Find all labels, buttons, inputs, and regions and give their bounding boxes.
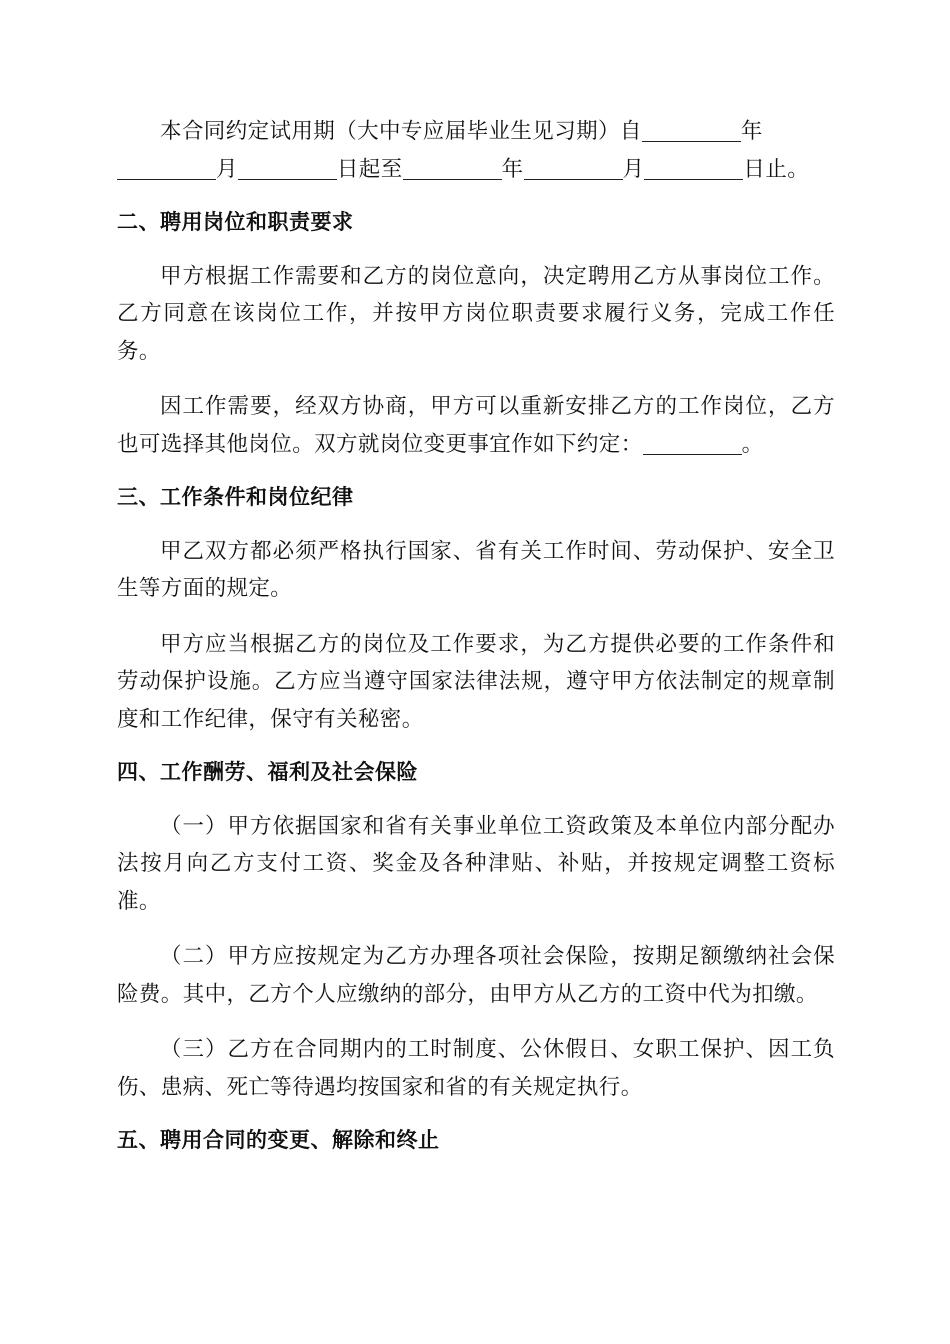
blank-year-2: [403, 157, 502, 180]
label-year-2: 年: [501, 156, 524, 182]
section-2-paragraph-2-text: 因工作需要，经双方协商，甲方可以重新安排乙方的工作岗位，乙方也可选择其他岗位。双方就岗位变更事宜作如下约定：: [117, 394, 835, 457]
section-3-heading: 三、工作条件和岗位纪律: [117, 485, 354, 509]
section-4-item-2: （二）甲方应按规定为乙方办理各项社会保险，按期足额缴纳社会保险费。其中，乙方个人应缴纳的部分，由甲方从乙方的工资中代为扣缴。: [117, 944, 835, 1007]
trial-period-intro: 本合同约定试用期（大中专应届毕业生见习期）自: [160, 119, 642, 144]
blank-day-2: [644, 157, 743, 180]
section-3-paragraph-2: 甲方应当根据乙方的岗位及工作要求，为乙方提供必要的工作条件和劳动保护设施。乙方应当遵守国家法律法规，遵守甲方依法制定的规章制度和工作纪律，保守有关秘密。: [117, 631, 835, 732]
contract-page: [117, 113, 835, 1160]
section-4-item-3: （三）乙方在合同期内的工时制度、公休假日、女职工保护、因工负伤、患病、死亡等待遇均按国家和省的有关规定执行。: [117, 1037, 835, 1100]
label-year-1: 年: [740, 119, 763, 144]
blank-post-change: [643, 432, 742, 455]
section-3-paragraph-1: 甲乙双方都必须严格执行国家、省有关工作时间、劳动保护、安全卫生等方面的规定。: [117, 538, 835, 601]
trial-period-date-line: [117, 157, 809, 182]
blank-day-1: [238, 157, 337, 180]
section-4-item-1: （一）甲方依据国家和省有关事业单位工资政策及本单位内部分配办法按月向乙方支付工资、奖金及各种津贴、补贴，并按规定调整工资标准。: [117, 813, 835, 914]
section-2-heading: 二、聘用岗位和职责要求: [117, 210, 354, 234]
section-2-paragraph-1: 甲方根据工作需要和乙方的岗位意向，决定聘用乙方从事岗位工作。乙方同意在该岗位工作，并按甲方岗位职责要求履行义务，完成工作任务。: [117, 263, 835, 364]
section-2-paragraph-2: [117, 388, 835, 463]
label-month-2: 月: [622, 156, 645, 182]
label-day-end: 日止。: [743, 156, 810, 182]
section-4-heading: 四、工作酬劳、福利及社会保险: [117, 760, 418, 784]
trial-period-paragraph: [117, 113, 835, 188]
blank-month-1: [117, 157, 216, 180]
label-month-1: 月: [216, 156, 238, 182]
section-5-heading: 五、聘用合同的变更、解除和终止: [117, 1128, 440, 1152]
blank-year-1: [642, 119, 741, 142]
section-2-paragraph-2-end: 。: [741, 431, 764, 457]
label-day-from: 日起至: [336, 156, 403, 182]
blank-month-2: [524, 157, 623, 180]
